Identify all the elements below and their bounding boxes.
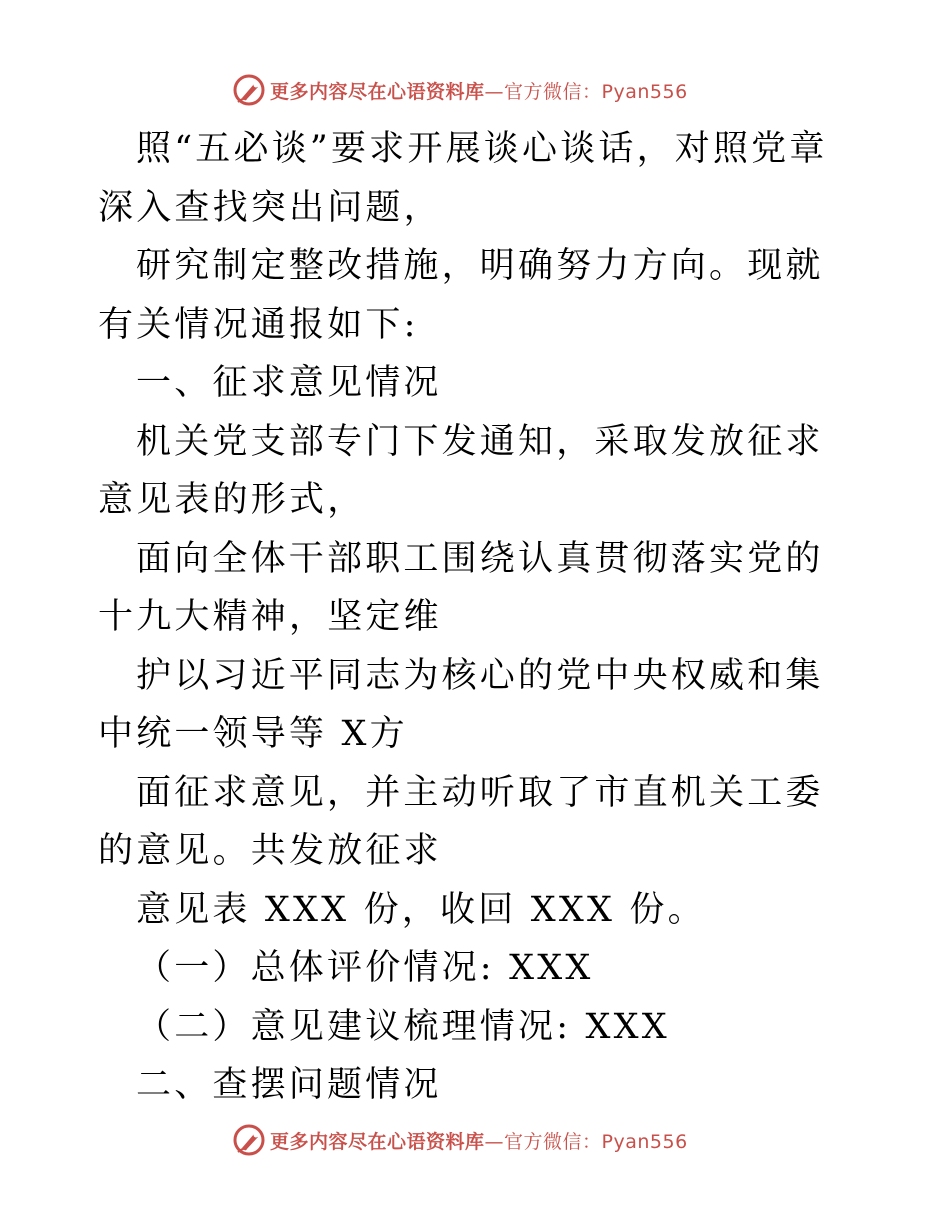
paragraph-2: 研究制定整改措施，明确努力方向。现就有关情况通报如下: <box>98 246 824 345</box>
subheading-1: （一）总体评价情况: XXX <box>136 948 594 988</box>
footer-watermark-id: Pyan556 <box>601 1130 688 1153</box>
subheading-2: （二）意见建议梳理情况: XXX <box>136 1006 670 1047</box>
paragraph-5: 护以习近平同志为核心的党中央权威和集中统一领导等 X方 <box>98 655 824 754</box>
paragraph-6: 面征求意见，并主动听取了市直机关工委的意见。共发放征求 <box>98 772 824 871</box>
pen-logo-icon <box>232 73 266 107</box>
paragraph-3: 机关党支部专门下发通知，采取发放征求意见表的形式， <box>98 421 824 520</box>
footer-watermark-main: 更多内容尽在心语资料库 <box>270 1130 485 1153</box>
footer-watermark-text <box>270 1127 688 1154</box>
paragraph-4: 面向全体干部职工围绕认真贯彻落实党的十九大精神，坚定维 <box>98 538 824 637</box>
pen-logo-icon <box>232 1123 266 1157</box>
footer-watermark-wechat-label: 官方微信： <box>504 1130 602 1153</box>
section-heading-2: 二、查摆问题情况 <box>136 1065 442 1105</box>
header-watermark-separator: — <box>484 80 505 103</box>
document-body <box>98 120 858 1115</box>
header-watermark-id: Pyan556 <box>601 80 688 103</box>
paragraph-7: 意见表 XXX 份，收回 XXX 份。 <box>136 889 706 930</box>
footer-watermark <box>232 1122 688 1158</box>
paragraph-1: 照“五必谈”要求开展谈心谈话，对照党章深入查找突出问题， <box>98 129 828 228</box>
header-watermark-main: 更多内容尽在心语资料库 <box>270 80 485 103</box>
header-watermark-wechat-label: 官方微信： <box>504 80 602 103</box>
section-heading-1: 一、征求意见情况 <box>136 363 442 403</box>
header-watermark <box>232 72 688 108</box>
footer-watermark-separator: — <box>484 1130 505 1153</box>
header-watermark-text <box>270 77 688 104</box>
